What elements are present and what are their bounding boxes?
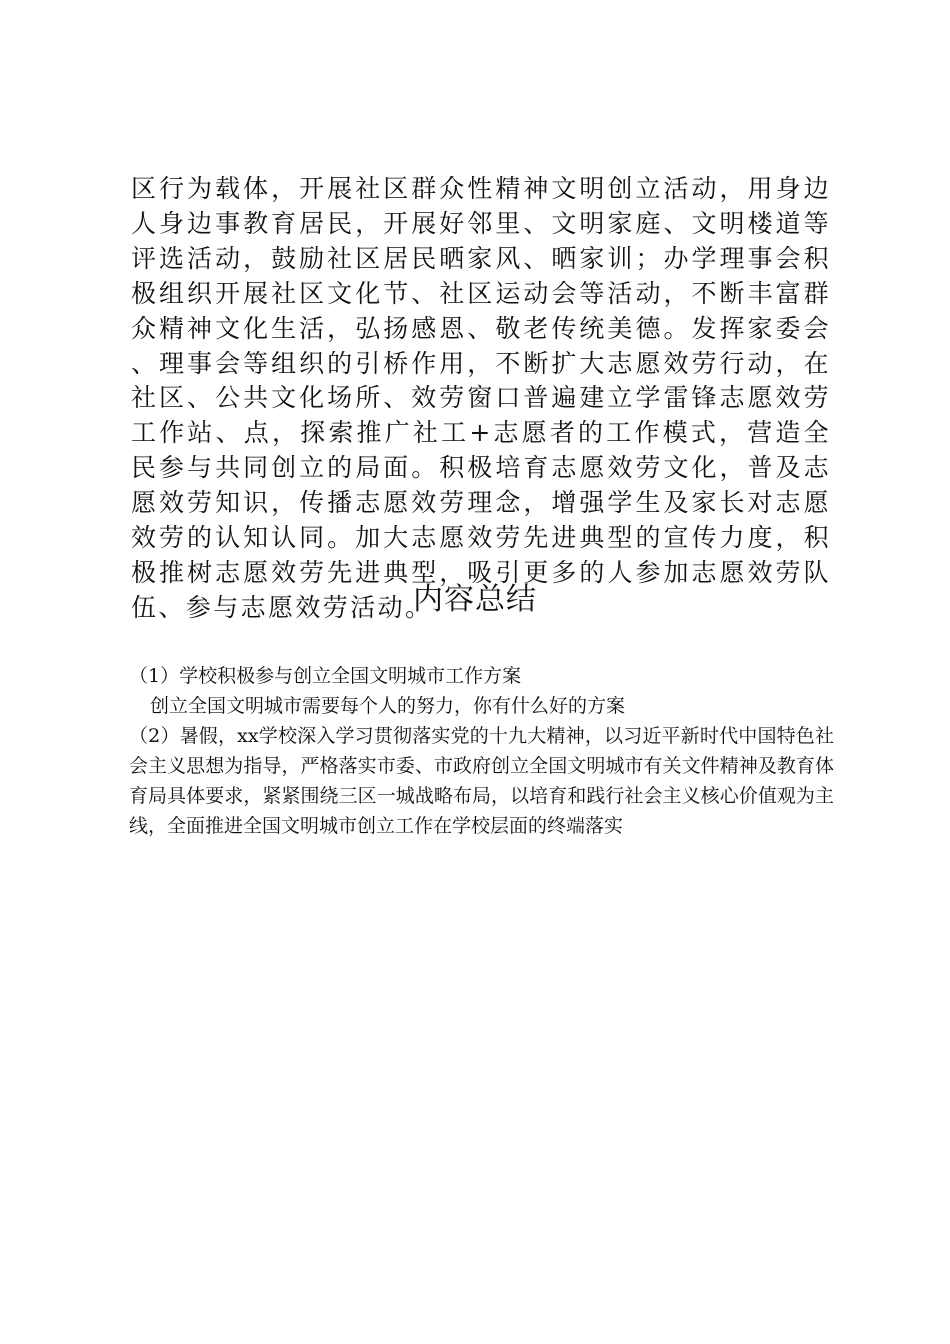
body-paragraph: 区行为载体，开展社区群众性精神文明创立活动，用身边人身边事教育居民，开展好邻里、文明家庭、文明楼道等评选活动，鼓励社区居民晒家风、晒家训；办学理事会积极组织开展社区文化节、社区运动会等活动，不断丰富群众精神文化生活，弘扬感恩、敬老传统美德。发挥家委会、理事会等组织的引桥作用，不断扩大志愿效劳行动，在社区、公共文化场所、效劳窗口普遍建立学雷锋志愿效劳工作站、点，探索推广社工+志愿者的工作模式，营造全民参与共同创立的局面。积极培育志愿效劳文化，普及志愿效劳知识，传播志愿效劳理念，增强学生及家长对志愿效劳的认知认同。加大志愿效劳先进典型的宣传力度，积极推树志愿效劳先进典型，吸引更多的人参加志愿效劳队伍、参与志愿效劳活动。 — [131, 174, 831, 622]
summary-item-2: 创立全国文明城市需要每个人的努力，你有什么好的方案 — [150, 695, 626, 717]
summary-item-1: （1）学校积极参与创立全国文明城市工作方案 — [129, 665, 522, 687]
summary-title: 内容总结 — [413, 582, 537, 617]
summary-item-3: （2）暑假，xx学校深入学习贯彻落实党的十九大精神，以习近平新时代中国特色社会主义思想为指导，严格落实市委、市政府创立全国文明城市有关文件精神及教育体育局具体要求，紧紧围绕三区一城战略布局，以培育和践行社会主义核心价值观为主线，全面推进全国文明城市创立工作在学校层面的终端落实 — [129, 725, 834, 837]
summary-section — [129, 661, 834, 841]
